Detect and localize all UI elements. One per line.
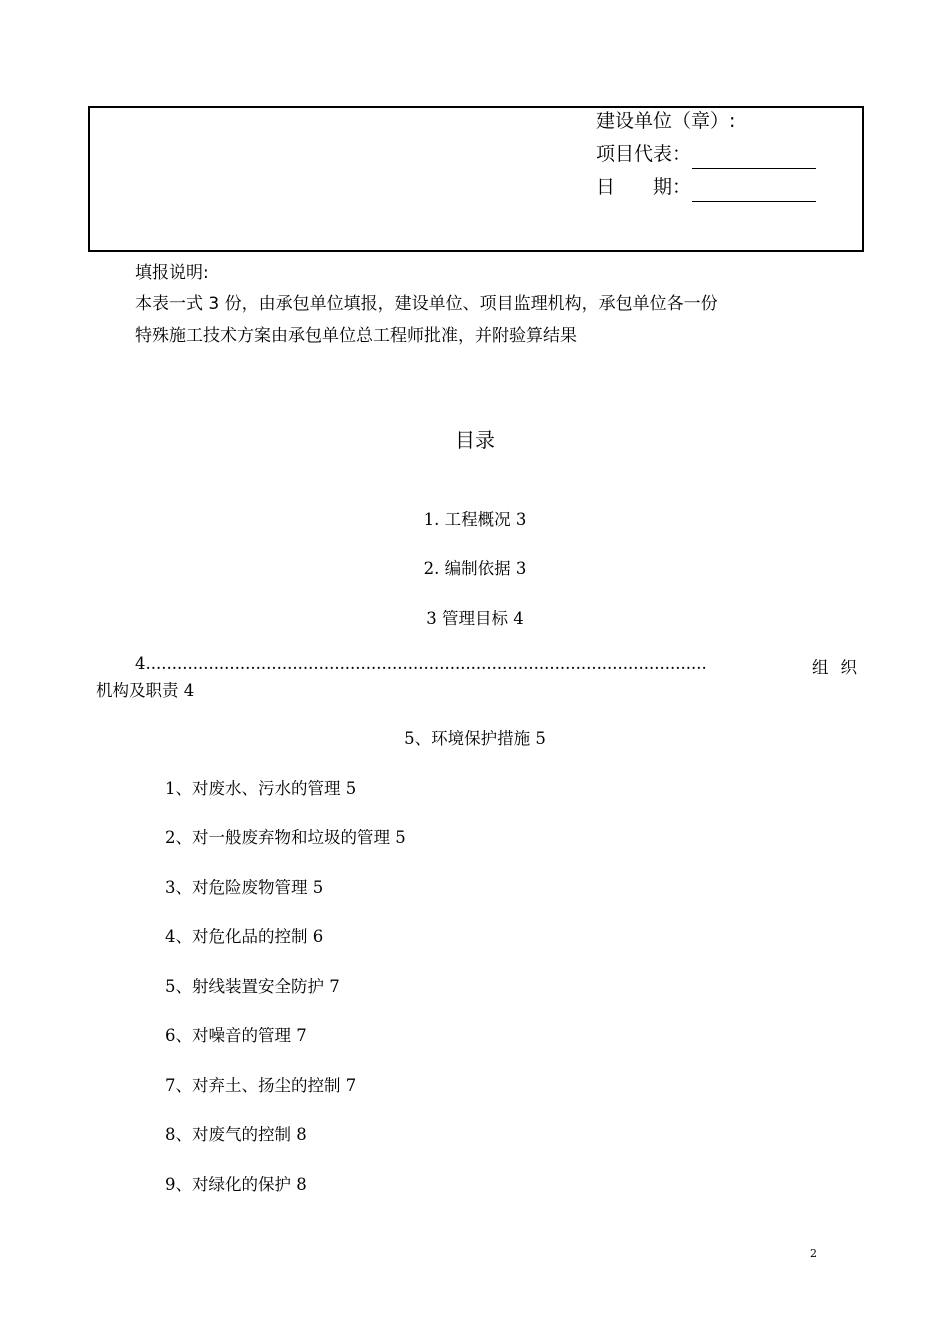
toc-subitem[interactable]: 3、对危险废物管理 5 — [165, 878, 324, 897]
toc-item-3[interactable]: 3 管理目标 4 — [426, 609, 524, 628]
toc-leader-dots: .......................................................................................................... — [150, 654, 707, 673]
toc-subitem[interactable]: 8、对废气的控制 8 — [165, 1125, 307, 1144]
project-rep-signature-line[interactable] — [692, 150, 816, 169]
toc-item-4-number: 4. — [135, 654, 151, 673]
toc-item-5[interactable]: 5、环境保护措施 5 — [404, 729, 546, 748]
toc-subitem[interactable]: 7、对弃土、扬尘的控制 7 — [165, 1076, 357, 1095]
date-signature-line[interactable] — [692, 183, 816, 202]
toc-item-2[interactable]: 2. 编制依据 3 — [423, 559, 527, 578]
page-number: 2 — [810, 1247, 817, 1260]
toc-item-4-continued[interactable]: 机构及职责 4 — [96, 681, 195, 700]
toc-subitem[interactable]: 4、对危化品的控制 6 — [165, 927, 324, 946]
toc-item-1[interactable]: 1. 工程概况 3 — [423, 510, 527, 529]
toc-subitem[interactable]: 6、对噪音的管理 7 — [165, 1026, 307, 1045]
toc-title: 目录 — [455, 428, 495, 452]
toc-subitem[interactable]: 9、对绿化的保护 8 — [165, 1175, 307, 1194]
notes-line-2: 特殊施工技术方案由承包单位总工程师批准，并附验算结果 — [135, 326, 577, 346]
signature-box — [88, 106, 864, 252]
toc-item-4[interactable] — [135, 654, 869, 678]
date-label: 日 期： — [596, 176, 692, 198]
notes-line-1: 本表一式 3 份，由承包单位填报，建设单位、项目监理机构，承包单位各一份 — [135, 294, 718, 314]
construction-unit-label: 建设单位（章）: — [596, 110, 736, 132]
toc-subitem[interactable]: 2、对一般废弃物和垃圾的管理 5 — [165, 828, 406, 847]
toc-subitem[interactable]: 1、对废水、污水的管理 5 — [165, 779, 357, 798]
notes-title: 填报说明: — [135, 263, 209, 283]
toc-item-4-tail: 组织 — [812, 658, 869, 677]
project-rep-label: 项目代表： — [596, 143, 692, 165]
toc-subitem[interactable]: 5、射线装置安全防护 7 — [165, 977, 340, 996]
